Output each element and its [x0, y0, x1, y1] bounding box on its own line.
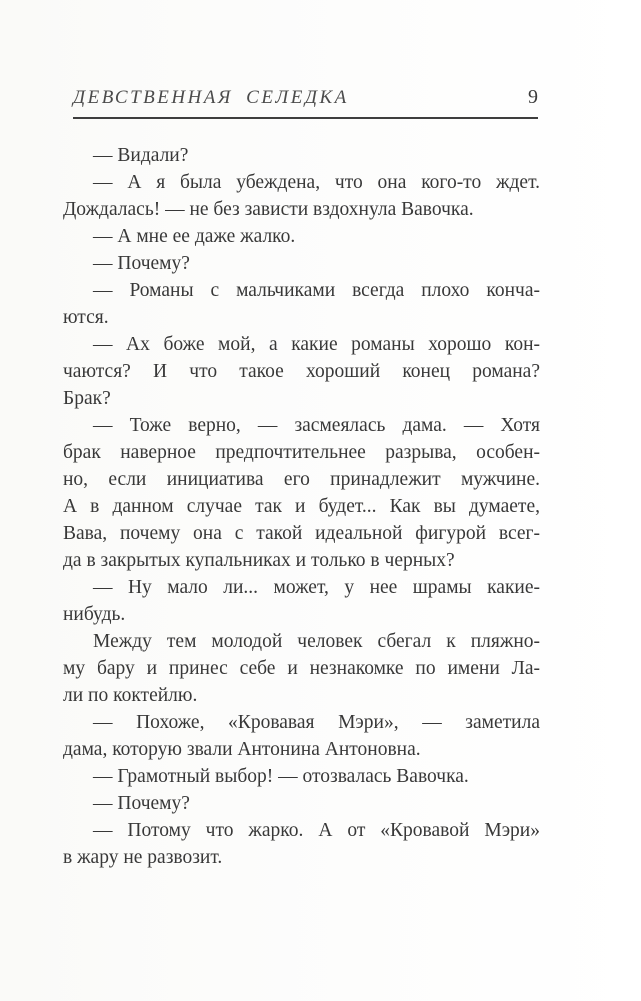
text-line: ются. [63, 307, 109, 328]
paragraph [63, 574, 540, 628]
text-line: А в данном случае так и будет... Как вы думаете, [63, 496, 540, 517]
paragraph [63, 142, 540, 169]
text-line: да в закрытых купальниках и только в черных? [63, 550, 455, 571]
paragraph [63, 628, 540, 709]
text-line: — Почему? [93, 253, 190, 274]
text-line: дама, которую звали Антонина Антоновна. [63, 739, 421, 760]
paragraph [63, 709, 540, 763]
paragraph [63, 277, 540, 331]
paragraph [63, 169, 540, 223]
running-title: ДЕВСТВЕННАЯ СЕЛЕДКА [73, 87, 349, 108]
text-line: — Ну мало ли... может, у нее шрамы какие- [93, 577, 540, 598]
paragraph [63, 331, 540, 412]
paragraph [63, 250, 540, 277]
text-line: — Потому что жарко. А от «Кровавой Мэри» [93, 820, 540, 841]
text-line: — Почему? [93, 793, 190, 814]
text-line: — Романы с мальчиками всегда плохо конча- [93, 280, 540, 301]
text-line: — Грамотный выбор! — отозвалась Вавочка. [93, 766, 469, 787]
paragraph [63, 790, 540, 817]
text-line: ли по коктейлю. [63, 685, 198, 706]
page-number: 9 [528, 86, 538, 108]
text-line: — Похоже, «Кровавая Мэри», — заметила [93, 712, 540, 733]
text-line: — Тоже верно, — засмеялась дама. — Хотя [93, 415, 540, 436]
text-line: му бару и принес себе и незнакомке по имени Ла- [63, 658, 540, 679]
text-line: Вава, почему она с такой идеальной фигурой всег- [63, 523, 540, 544]
text-line: в жару не развозит. [63, 847, 223, 868]
text-line: Брак? [63, 388, 111, 409]
text-line: нибудь. [63, 604, 126, 625]
text-line: брак наверное предпочтительнее разрыва, особен- [63, 442, 540, 463]
paragraph [63, 412, 540, 574]
paragraph [63, 223, 540, 250]
text-line: — Видали? [93, 145, 189, 166]
text-line: — А я была убеждена, что она кого-то ждет. [93, 172, 540, 193]
text-line: — Ах боже мой, а какие романы хорошо кон- [93, 334, 540, 355]
text-line: но, если инициатива его принадлежит мужчине. [63, 469, 540, 490]
paragraph [63, 763, 540, 790]
page-header [73, 86, 538, 109]
text-line: — А мне ее даже жалко. [93, 226, 296, 247]
text-line: чаются? И что такое хороший конец романа? [63, 361, 540, 382]
text-line: Между тем молодой человек сбегал к пляжно- [93, 631, 540, 652]
header-rule [73, 117, 538, 119]
paragraph [63, 817, 540, 871]
body-text [63, 142, 540, 871]
text-line: Дождалась! — не без зависти вздохнула Вавочка. [63, 199, 474, 220]
